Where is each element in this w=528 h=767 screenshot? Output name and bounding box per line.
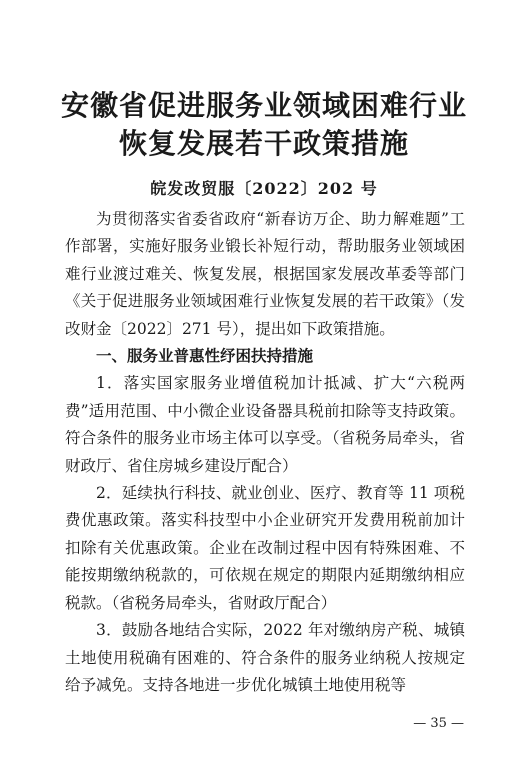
document-title-line2: 恢复发展若干政策措施 [118,127,409,160]
document-body [65,206,465,699]
intro-paragraph: 为贯彻落实省委省政府“新春访万企、助力解难题”工作部署，实施好服务业锻长补短行动，帮助服务业领域困难行业渡过难关、恢复发展，根据国家发展改革委等部门《关于促进服务业领域困难行业恢复发展的若干政策》（发改财金〔2022〕271 号），提出如下政策措施。 [65,210,465,338]
policy-item-3: 3．鼓励各地结合实际，2022 年对缴纳房产税、城镇土地使用税确有困难的、符合条件的服务业纳税人按规定给予减免。支持各地进一步优化城镇土地使用税等 [65,621,465,694]
document-title-line1: 安徽省促进服务业领域困难行业 [60,89,467,122]
policy-item-1: 1．落实国家服务业增值税加计抵减、扩大“六税两费”适用范围、中小微企业设备器具税前扣除等支持政策。符合条件的服务业市场主体可以享受。（省税务局牵头，省财政厅、省住房城乡建设厅配合） [65,374,465,475]
section-heading: 一、服务业普惠性纾困扶持措施 [96,347,314,366]
policy-item-2: 2．延续执行科技、就业创业、医疗、教育等 11 项税费优惠政策。落实科技型中小企业研究开发费用税前加计扣除有关优惠政策。企业在改制过程中因有特殊困难、不能按期缴纳税款的，可依规在规定的期限内延期缴纳相应税款。（省税务局牵头，省财政厅配合） [65,484,465,612]
page-number: — 35 — [413,716,464,731]
document-number: 皖发改贸服〔2022〕202 号 [150,179,378,198]
